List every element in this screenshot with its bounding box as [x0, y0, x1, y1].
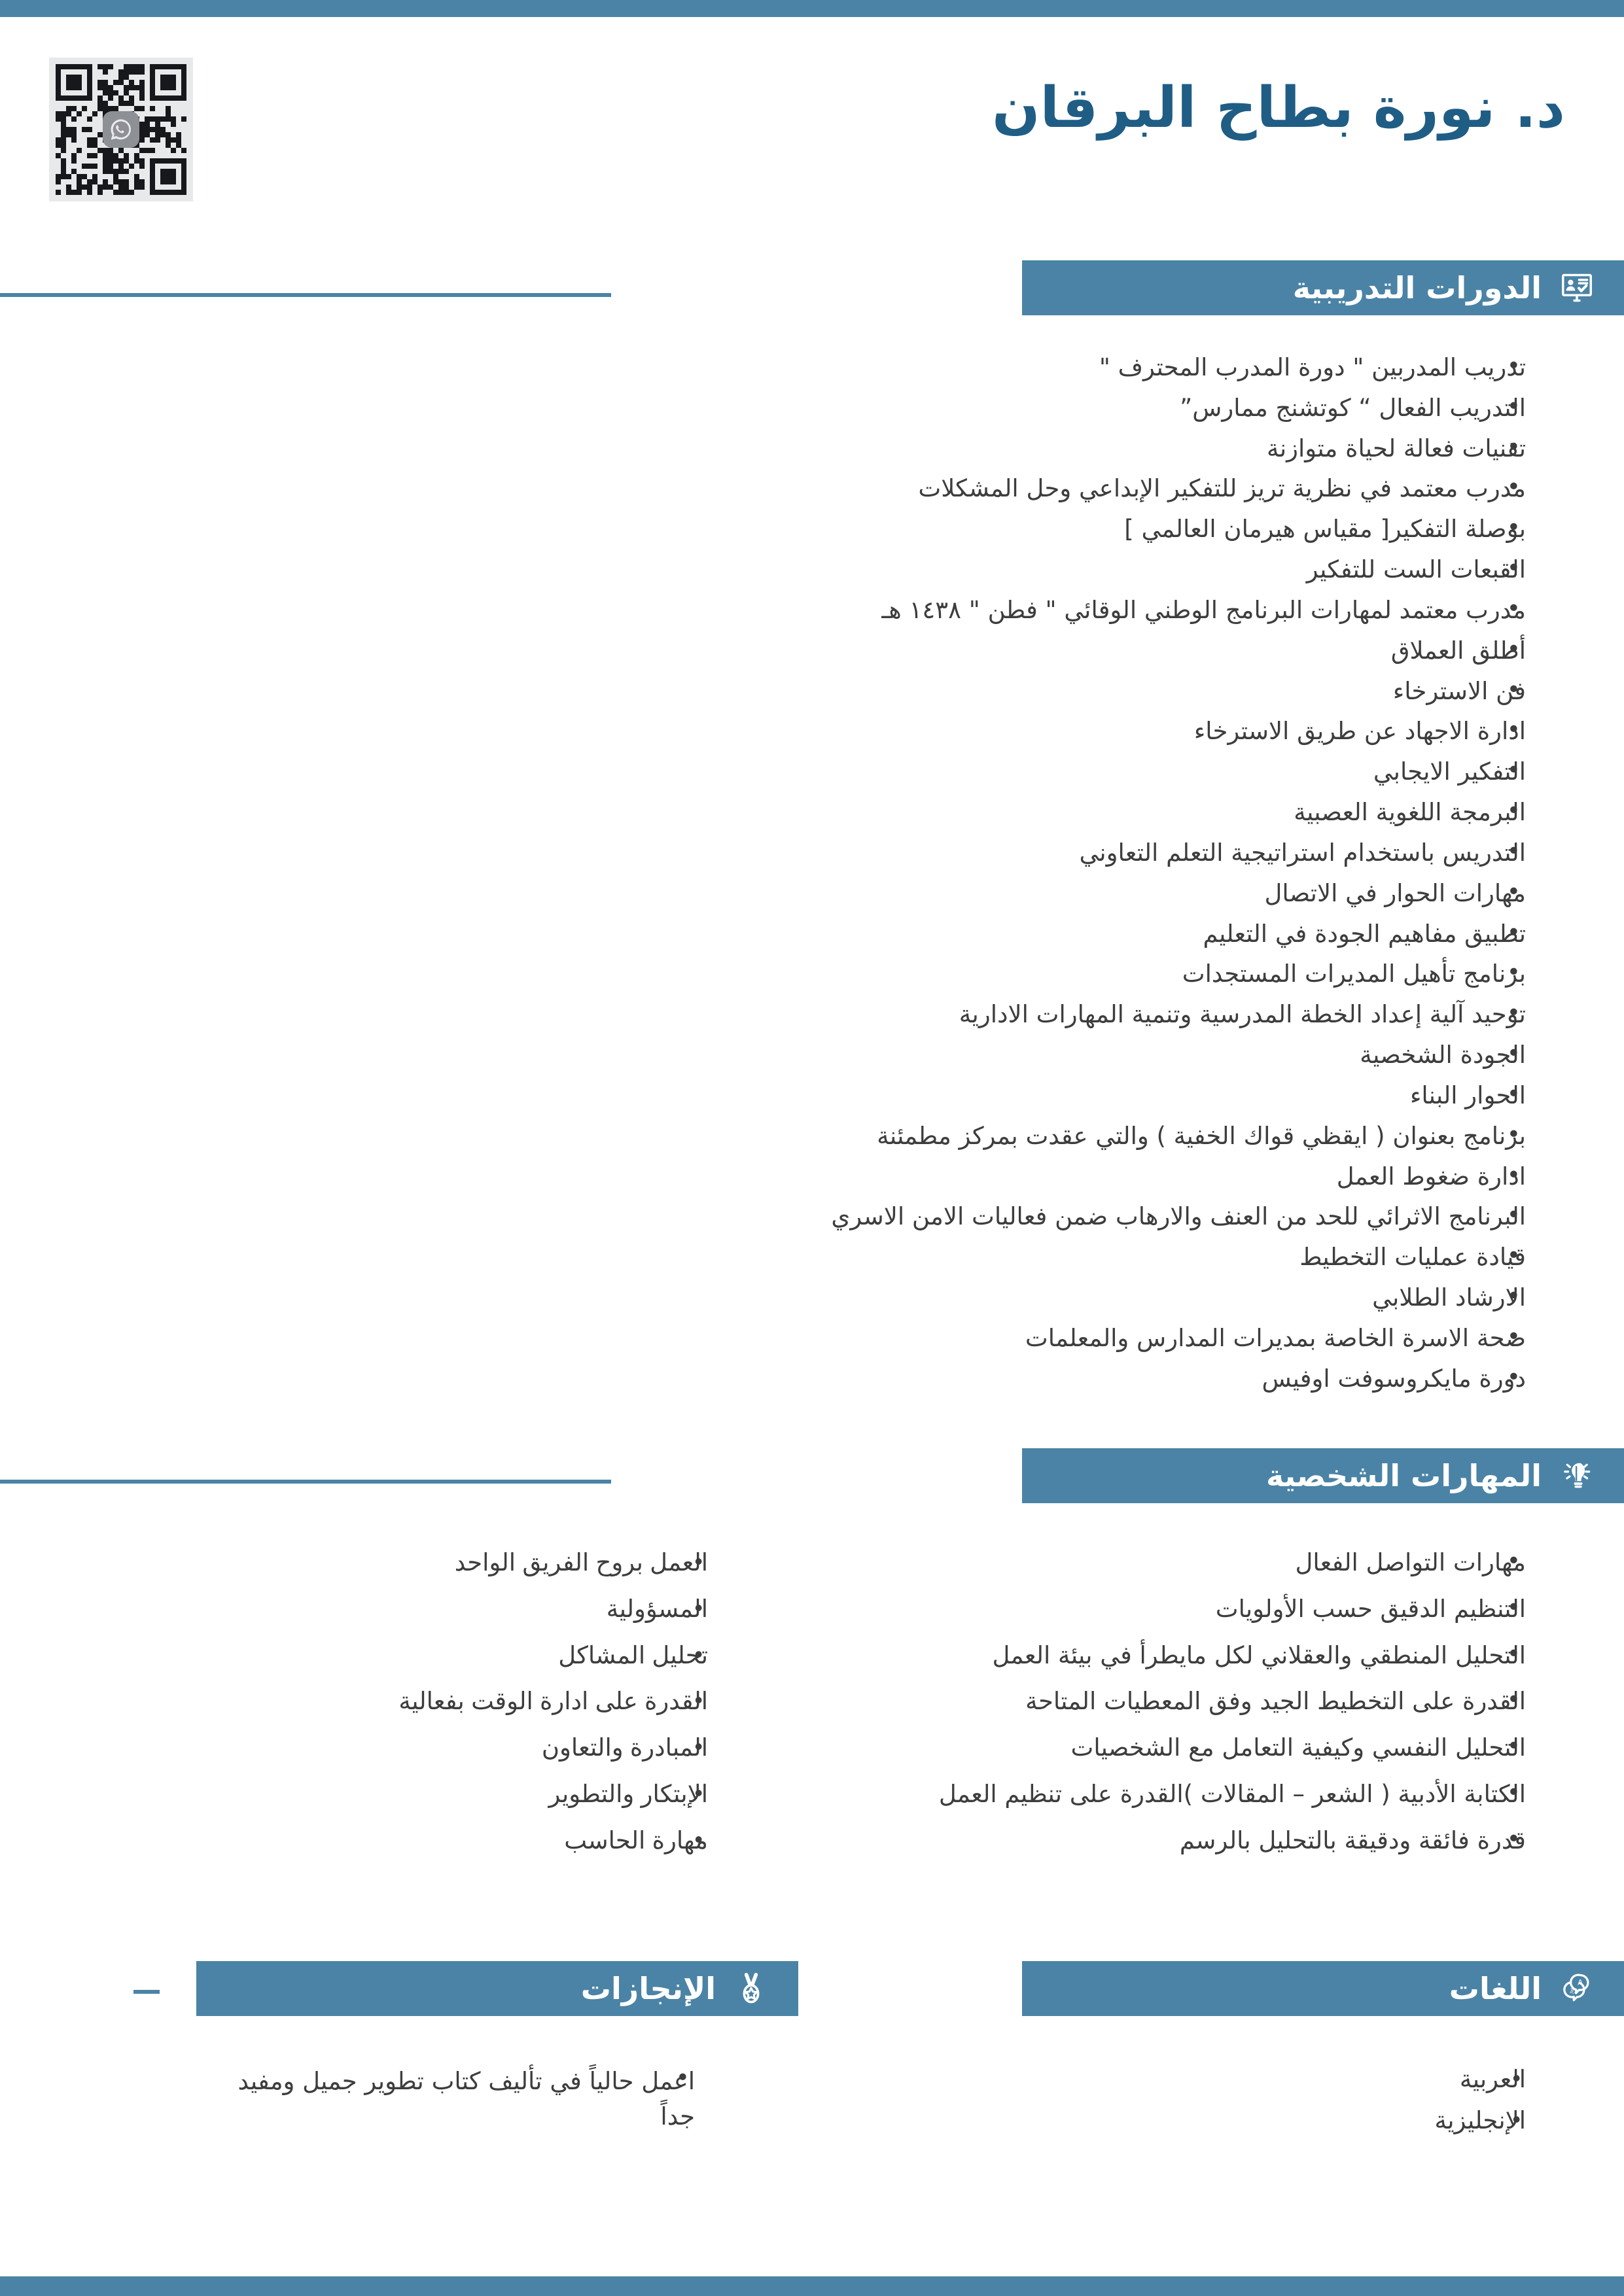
- list-item: • التحليل المنطقي والعقلاني لكل مايطرأ في بيئة العمل: [773, 1640, 1526, 1672]
- list-item: • مدرب معتمد لمهارات البرنامج الوطني الوقائي " فطن " ١٤٣٨ هـ: [256, 595, 1526, 627]
- list-item: • القدرة على التخطيط الجيد وفق المعطيات المتاحة: [773, 1686, 1526, 1718]
- list-item: • البرمجة اللغوية العصبية: [256, 797, 1526, 829]
- list-item: • ادارة الاجهاد عن طريق الاسترخاء: [256, 716, 1526, 748]
- medal-icon: [733, 1970, 769, 2007]
- achievements-list: [178, 2064, 695, 2143]
- list-item: • الارشاد الطلابي: [256, 1282, 1526, 1314]
- list-item: • قيادة عمليات التخطيط: [256, 1242, 1526, 1274]
- list-item: • تدريب المدربين " دورة المدرب المحترف ": [256, 352, 1526, 384]
- list-item: • مهارات التواصل الفعال: [773, 1547, 1526, 1579]
- section-header-achievements: [196, 1961, 798, 2016]
- list-item: • دورة مايكروسوفت اوفيس: [256, 1363, 1526, 1395]
- list-item: • الحوار البناء: [256, 1080, 1526, 1112]
- list-item: • تحليل المشاكل: [165, 1640, 708, 1672]
- list-item: • أطلق العملاق: [256, 635, 1526, 667]
- certificate-presentation-icon: [1559, 270, 1595, 306]
- translate-icon: [1559, 1970, 1595, 2007]
- list-item: • العربية: [872, 2064, 1526, 2096]
- list-item: • المسؤولية: [165, 1593, 708, 1626]
- list-item: • التنظيم الدقيق حسب الأولويات: [773, 1593, 1526, 1626]
- svg-text:あ: あ: [1569, 1987, 1577, 1996]
- page-title: د. نورة بطاح البرقان: [992, 75, 1565, 141]
- courses-list: [256, 352, 1526, 1404]
- list-item: • مدرب معتمد في نظرية تريز للتفكير الإبداعي وحل المشكلات: [256, 473, 1526, 505]
- svg-text:A: A: [1578, 1978, 1583, 1987]
- list-item: • الإنجليزية: [872, 2105, 1526, 2137]
- list-item: • الكتابة الأدبية ( الشعر – المقالات )القدرة على تنظيم العمل: [773, 1779, 1526, 1811]
- personal-skills-left-column: [165, 1547, 708, 1871]
- list-item: • الجودة الشخصية: [256, 1039, 1526, 1071]
- languages-list: [872, 2064, 1526, 2146]
- list-item: • التدريس باستخدام استراتيجية التعلم التعاوني: [256, 837, 1526, 869]
- list-item: • صحة الاسرة الخاصة بمديرات المدارس والمعلمات: [256, 1323, 1526, 1355]
- list-item: • التفكير الايجابي: [256, 756, 1526, 788]
- lightbulb-brain-icon: [1559, 1457, 1595, 1494]
- section-title-courses: الدورات التدريبية: [1292, 270, 1542, 305]
- list-item: • ادارة ضغوط العمل: [256, 1161, 1526, 1193]
- list-item: • الإبتكار والتطوير: [165, 1779, 708, 1811]
- section-header-courses: [1022, 260, 1624, 315]
- list-item: • قدرة فائقة ودقيقة بالتحليل بالرسم: [773, 1825, 1526, 1857]
- list-item: • العمل بروح الفريق الواحد: [165, 1547, 708, 1579]
- list-item: • المبادرة والتعاون: [165, 1732, 708, 1764]
- list-item: • برنامج تأهيل المديرات المستجدات: [256, 958, 1526, 990]
- list-item: • مهارات الحوار في الاتصال: [256, 878, 1526, 910]
- list-item: • القبعات الست للتفكير: [256, 554, 1526, 586]
- cv-header: [0, 17, 1624, 233]
- section-title-achievements: الإنجازات: [580, 1971, 716, 2006]
- list-item: • برنامج بعنوان ( ايقظي قواك الخفية ) والتي عقدت بمركز مطمئنة: [256, 1121, 1526, 1153]
- list-item: • توحيد آلية إعداد الخطة المدرسية وتنمية المهارات الادارية: [256, 999, 1526, 1031]
- list-item: • القدرة على ادارة الوقت بفعالية: [165, 1686, 708, 1718]
- list-item: • اعمل حالياً في تأليف كتاب تطوير جميل ومفيد جداً: [178, 2064, 695, 2134]
- list-item: • تقنيات فعالة لحياة متوازنة: [256, 433, 1526, 465]
- whatsapp-qr-code-icon[interactable]: [49, 58, 193, 201]
- personal-skills-right-column: [773, 1547, 1526, 1871]
- list-item: • تطبيق مفاهيم الجودة في التعليم: [256, 918, 1526, 950]
- section-title-languages: اللغات: [1449, 1971, 1542, 2006]
- courses-rule: [0, 293, 611, 297]
- list-item: • مهارة الحاسب: [165, 1825, 708, 1857]
- list-item: • التدريب الفعال “ كوتشنج ممارس”: [256, 392, 1526, 425]
- section-title-personal-skills: المهارات الشخصية: [1265, 1458, 1542, 1493]
- achievements-rule: [133, 1990, 160, 1994]
- list-item: • بوصلة التفكير[ مقياس هيرمان العالمي ]: [256, 513, 1526, 546]
- section-header-personal-skills: [1022, 1448, 1624, 1503]
- top-accent-bar: [0, 0, 1624, 17]
- whatsapp-logo-icon: [103, 111, 139, 148]
- section-header-languages: [1022, 1961, 1624, 2016]
- list-item: • فن الاسترخاء: [256, 676, 1526, 708]
- list-item: • التحليل النفسي وكيفية التعامل مع الشخصيات: [773, 1732, 1526, 1764]
- list-item: • البرنامج الاثرائي للحد من العنف والارهاب ضمن فعاليات الامن الاسري: [256, 1201, 1526, 1233]
- skills-rule: [0, 1480, 611, 1484]
- bottom-accent-bar: [0, 2276, 1624, 2296]
